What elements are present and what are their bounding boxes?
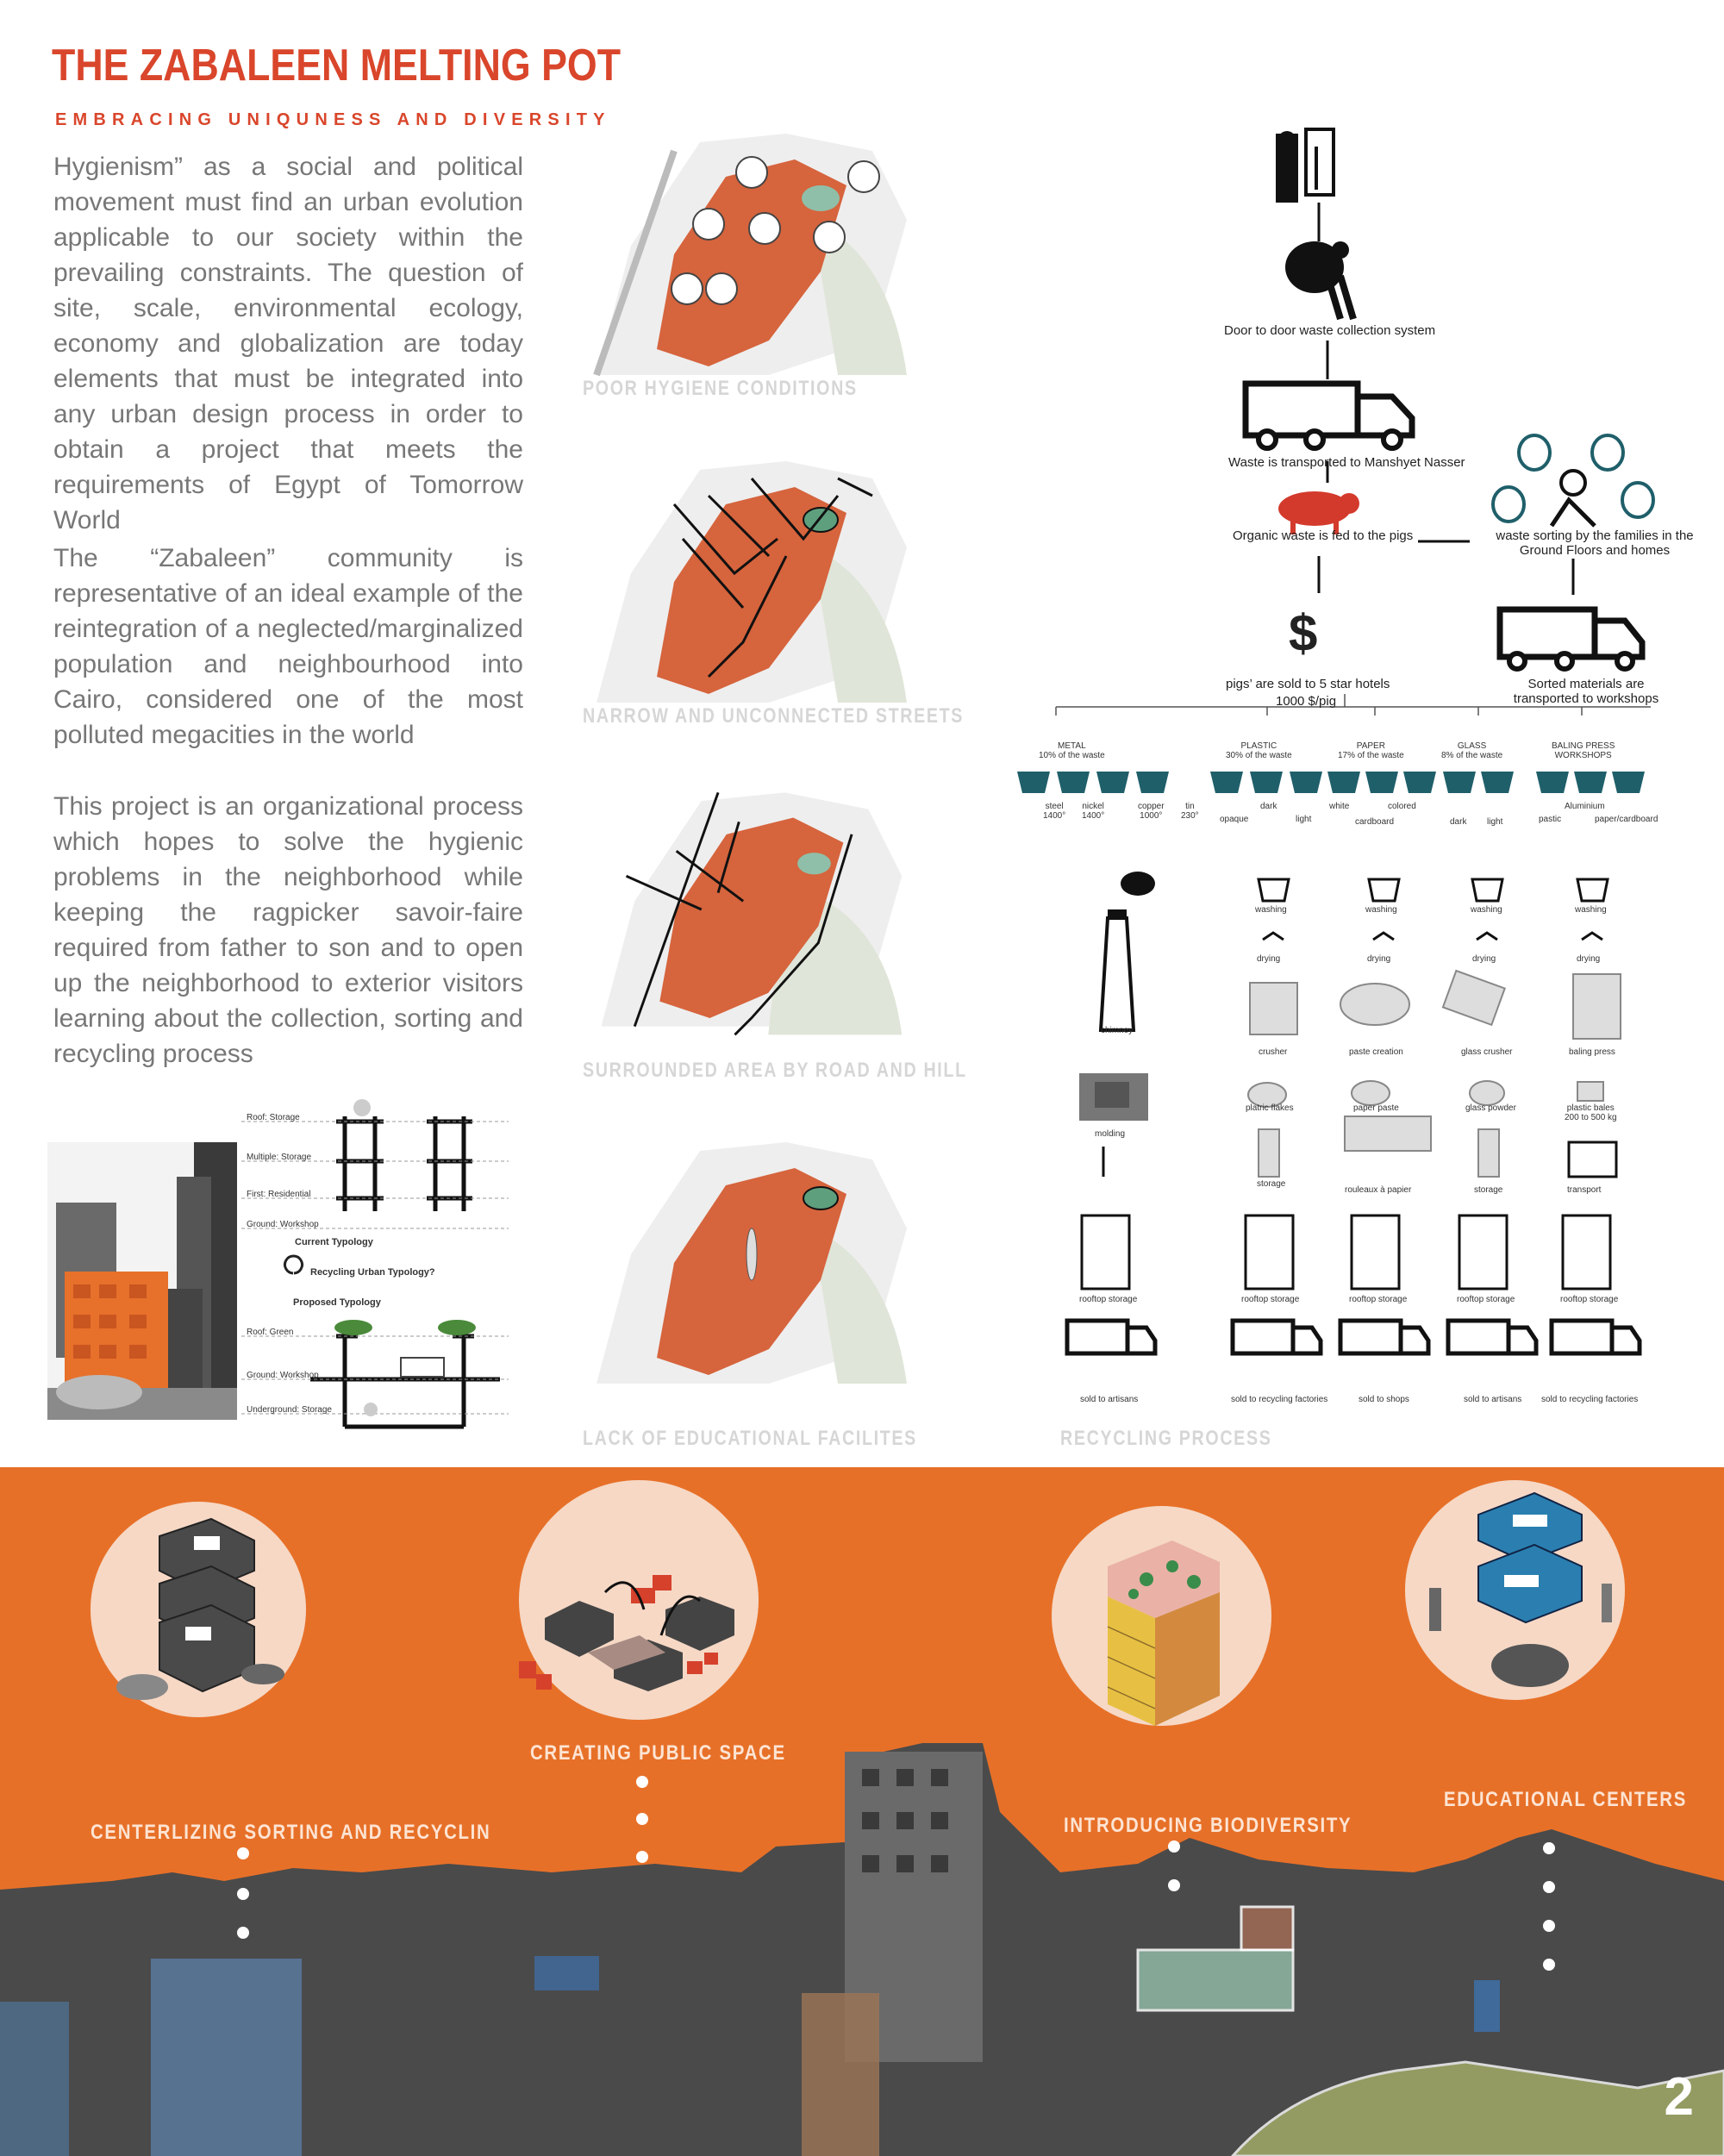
map-hygiene [579, 116, 915, 384]
typology-label: Roof: Green [247, 1328, 294, 1337]
machine-label: baling press [1569, 1047, 1615, 1057]
proposed-typology-title: Proposed Typology [293, 1297, 381, 1308]
drying-label: drying [1472, 954, 1496, 964]
sold-label: sold to artisans [1080, 1395, 1139, 1404]
sub-type: colored [1388, 802, 1416, 811]
page-title: THE ZABALEEN MELTING POT [52, 41, 622, 91]
sub-type: dark [1260, 802, 1277, 811]
dollar-icon: $ [1289, 604, 1318, 662]
sold-label: sold to artisans [1464, 1395, 1522, 1404]
sold-label: sold to recycling factories [1231, 1395, 1328, 1404]
machine-label: crusher [1259, 1047, 1288, 1057]
page-subtitle: EMBRACING UNIQUNESS AND DIVERSITY [55, 110, 611, 129]
storage-label: storage [1257, 1179, 1286, 1189]
step-collection: Door to door waste collection system [1224, 323, 1436, 338]
intro-paragraph: Hygienism” as a social and political movement must find an urban evolution applicable to our society within the prevailing constraints. The question of site, scale, environmental ecology, economy and globalization are today elements that must be integrated into any urban design process in order to obtain a project that meets the requirements of Egypt of Tomorrow World [53, 153, 523, 534]
step-pigs-sold: pigs’ are sold to 5 star hotels [1226, 677, 1390, 691]
sold-label: sold to shops [1359, 1395, 1409, 1404]
project-paragraph: This project is an organizational process which hopes to solve the hygienic problems in the neighborhood while keeping the ragpicker savoir-faire required from father to son and to open up the neighborhood to exterior visitors learning about the collection, sorting and recycling process [53, 792, 523, 1068]
sub-type: pastic [1539, 815, 1562, 824]
storage-label: storage [1474, 1185, 1503, 1195]
map-label: NARROW AND UNCONNECTED STREETS [583, 704, 965, 728]
sorting-label: CENTERLIZING SORTING AND RECYCLIN [91, 1821, 491, 1844]
typology-label: Roof: Storage [247, 1113, 300, 1122]
category-paper: PAPER 17% of the waste [1338, 741, 1404, 760]
typology-label: Underground: Storage [247, 1405, 332, 1415]
drying-label: drying [1257, 954, 1281, 964]
washing-label: washing [1255, 905, 1287, 915]
washing-label: washing [1471, 905, 1502, 915]
rooftop-label: rooftop storage [1560, 1295, 1619, 1304]
map-streets [579, 444, 915, 711]
biodiversity-label: INTRODUCING BIODIVERSITY [1064, 1814, 1352, 1837]
rouleaux-label: rouleaux à papier [1345, 1185, 1412, 1195]
metal-type: copper 1000° [1138, 802, 1165, 821]
molding-label: molding [1095, 1129, 1126, 1139]
map-surrounded [579, 776, 915, 1043]
output-label: platric flakes [1246, 1103, 1294, 1113]
step-sorting: waste sorting by the families in the Ground Floors and homes [1496, 528, 1694, 558]
sub-type: opaque [1220, 815, 1249, 824]
rooftop-label: rooftop storage [1079, 1295, 1138, 1304]
machine-label: glass crusher [1461, 1047, 1513, 1057]
category-glass: GLASS 8% of the waste [1441, 741, 1503, 760]
process-title: RECYCLING PROCESS [1060, 1427, 1272, 1450]
typology-label: Ground: Workshop [247, 1371, 319, 1380]
metal-type: nickel 1400° [1082, 802, 1105, 821]
rooftop-label: rooftop storage [1349, 1295, 1408, 1304]
education-circle [1405, 1480, 1625, 1700]
typology-section-diagram [241, 1090, 517, 1435]
step-sorted: Sorted materials are transported to workshops [1513, 677, 1659, 706]
sub-type: Aluminium [1565, 802, 1605, 811]
step-transport: Waste is transported to Manshyet Nasser [1228, 455, 1465, 470]
sold-label: sold to recycling factories [1541, 1395, 1639, 1404]
proposal-band [0, 1467, 1724, 2156]
output-label: paper paste [1353, 1103, 1399, 1113]
sub-type: cardboard [1355, 817, 1395, 827]
output-label: plastic bales 200 to 500 kg [1565, 1103, 1617, 1122]
step-organic: Organic waste is fed to the pigs [1233, 528, 1414, 543]
sorting-circle [91, 1502, 306, 1717]
public-space-circle [519, 1480, 759, 1720]
education-label: EDUCATIONAL CENTERS [1444, 1788, 1688, 1811]
typology-label: First: Residential [247, 1190, 311, 1199]
sub-type: light [1296, 815, 1312, 824]
category-plastic: PLASTIC 30% of the waste [1226, 741, 1292, 760]
public-space-label: CREATING PUBLIC SPACE [530, 1741, 786, 1765]
transport-label: transport [1567, 1185, 1602, 1195]
current-typology-title: Current Typology [295, 1237, 373, 1247]
step-pigs-price: 1000 $/pig [1276, 694, 1337, 709]
drying-label: drying [1577, 954, 1601, 964]
sub-type: dark [1450, 817, 1467, 827]
map-label: POOR HYGIENE CONDITIONS [583, 377, 858, 400]
recycling-typology-question: Recycling Urban Typology? [310, 1267, 435, 1278]
typology-label: Multiple: Storage [247, 1153, 312, 1162]
community-paragraph: The “Zabaleen” community is representative of an ideal example of the reintegration of a neglected/marginalized population and neighbourhood into Cairo, considered one of the most polluted megacities in the world [53, 544, 523, 749]
page-number: 2 [1664, 2067, 1694, 2127]
typology-label: Ground: Workshop [247, 1220, 319, 1229]
map-education [579, 1125, 915, 1392]
recycling-process-diagram [1000, 121, 1694, 1431]
rooftop-label: rooftop storage [1241, 1295, 1300, 1304]
metal-type: tin 230° [1181, 802, 1199, 821]
output-label: glass powder [1465, 1103, 1516, 1113]
sub-type: white [1329, 802, 1350, 811]
category-baling: BALING PRESS WORKSHOPS [1552, 741, 1615, 760]
category-metal: METAL 10% of the waste [1039, 741, 1105, 760]
washing-label: washing [1575, 905, 1607, 915]
machine-label: paste creation [1349, 1047, 1403, 1057]
washing-label: washing [1365, 905, 1397, 915]
map-label: LACK OF EDUCATIONAL FACILITES [583, 1427, 917, 1450]
chimney-label: chimney [1101, 1026, 1134, 1035]
map-label: SURROUNDED AREA BY ROAD AND HILL [583, 1059, 967, 1082]
sub-type: light [1487, 817, 1503, 827]
sub-type: paper/cardboard [1595, 815, 1658, 824]
metal-type: steel 1400° [1043, 802, 1066, 821]
street-photo [47, 1142, 237, 1420]
rooftop-label: rooftop storage [1457, 1295, 1515, 1304]
drying-label: drying [1367, 954, 1391, 964]
biodiversity-circle [1052, 1506, 1271, 1726]
